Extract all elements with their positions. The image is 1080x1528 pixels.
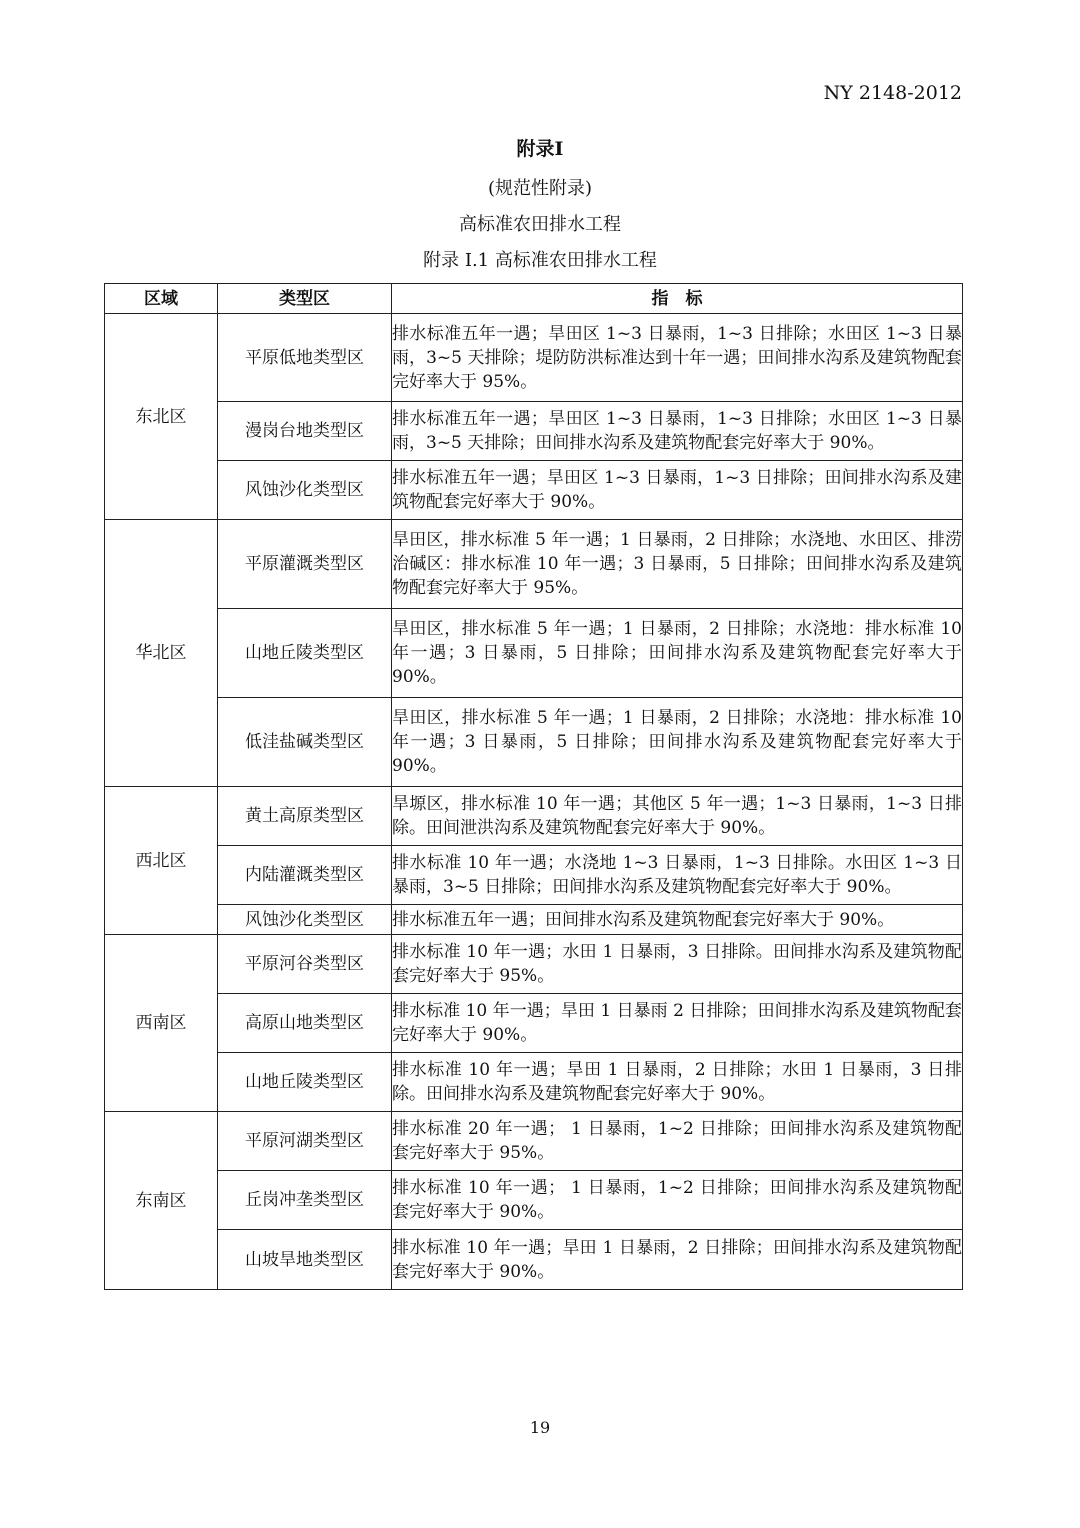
appendix-heading: 高标准农田排水工程 [459, 214, 621, 235]
indicator-cell: 排水标准 10 年一遇； 1 日暴雨，1~2 日排除；田间排水沟系及建筑物配套完好率大于 90%。 [392, 1171, 963, 1230]
header-type: 类型区 [218, 284, 392, 314]
table-row [105, 846, 963, 905]
indicator-cell: 排水标准五年一遇；旱田区 1~3 日暴雨，1~3 日排除；水田区 1~3 日暴雨，3~5 天排除；田间排水沟系及建筑物配套完好率大于 90%。 [392, 402, 963, 461]
type-cell: 风蚀沙化类型区 [218, 905, 392, 935]
region-cell: 华北区 [105, 520, 218, 787]
type-cell: 内陆灌溉类型区 [218, 846, 392, 905]
standard-code: NY 2148-2012 [823, 82, 962, 104]
table-row [105, 609, 963, 698]
type-cell: 平原低地类型区 [218, 314, 392, 402]
indicator-cell: 旱田区，排水标准 5 年一遇；1 日暴雨，2 日排除；水浇地：排水标准 10 年一遇；3 日暴雨，5 日排除；田间排水沟系及建筑物配套完好率大于 90%。 [392, 609, 963, 698]
indicator-cell: 排水标准 10 年一遇；旱田 1 日暴雨，2 日排除；水田 1 日暴雨，3 日排除。田间排水沟系及建筑物配套完好率大于 90%。 [392, 1053, 963, 1112]
region-cell: 东北区 [105, 314, 218, 520]
indicator-cell: 旱塬区，排水标准 10 年一遇；其他区 5 年一遇；1~3 日暴雨，1~3 日排除。田间泄洪沟系及建筑物配套完好率大于 90%。 [392, 787, 963, 846]
table-row [105, 787, 963, 846]
indicator-cell: 排水标准 10 年一遇；水浇地 1~3 日暴雨，1~3 日排除。水田区 1~3 日暴雨，3~5 日排除；田间排水沟系及建筑物配套完好率大于 90%。 [392, 846, 963, 905]
type-cell: 风蚀沙化类型区 [218, 461, 392, 520]
type-cell: 高原山地类型区 [218, 994, 392, 1053]
table-header-row [105, 284, 963, 314]
type-cell: 低洼盐碱类型区 [218, 698, 392, 787]
type-cell: 山地丘陵类型区 [218, 1053, 392, 1112]
appendix-subtitle: (规范性附录) [487, 178, 593, 199]
table-caption: 附录 I.1 高标准农田排水工程 [423, 250, 657, 271]
type-cell: 平原河湖类型区 [218, 1112, 392, 1171]
table-row [105, 314, 963, 402]
type-cell: 山坡旱地类型区 [218, 1230, 392, 1290]
table-row [105, 1171, 963, 1230]
header-indicator: 指 标 [392, 284, 963, 314]
table-row [105, 905, 963, 935]
indicator-cell: 排水标准五年一遇；旱田区 1~3 日暴雨，1~3 日排除；田间排水沟系及建筑物配套完好率大于 90%。 [392, 461, 963, 520]
table-row [105, 1230, 963, 1290]
region-cell: 西北区 [105, 787, 218, 935]
indicator-cell: 排水标准五年一遇；旱田区 1~3 日暴雨，1~3 日排除；水田区 1~3 日暴雨，3~5 天排除；堤防防洪标准达到十年一遇；田间排水沟系及建筑物配套完好率大于 95%。 [392, 314, 963, 402]
table-row [105, 698, 963, 787]
region-cell: 东南区 [105, 1112, 218, 1290]
type-cell: 丘岗冲垄类型区 [218, 1171, 392, 1230]
header-region: 区域 [105, 284, 218, 314]
table-row [105, 1053, 963, 1112]
type-cell: 漫岗台地类型区 [218, 402, 392, 461]
table-row [105, 935, 963, 994]
type-cell: 黄土高原类型区 [218, 787, 392, 846]
appendix-title: 附录I [516, 138, 564, 160]
table-row [105, 520, 963, 609]
drainage-standards-table [104, 283, 963, 1290]
indicator-cell: 旱田区，排水标准 5 年一遇；1 日暴雨，2 日排除；水浇地、水田区、排涝治碱区：排水标准 10 年一遇；3 日暴雨，5 日排除；田间排水沟系及建筑物配套完好率大于 95%。 [392, 520, 963, 609]
indicator-cell: 排水标准五年一遇；田间排水沟系及建筑物配套完好率大于 90%。 [392, 905, 963, 935]
table-row [105, 1112, 963, 1171]
type-cell: 平原灌溉类型区 [218, 520, 392, 609]
page-number: 19 [529, 1418, 551, 1437]
indicator-cell: 排水标准 20 年一遇； 1 日暴雨，1~2 日排除；田间排水沟系及建筑物配套完好率大于 95%。 [392, 1112, 963, 1171]
indicator-cell: 排水标准 10 年一遇；旱田 1 日暴雨，2 日排除；田间排水沟系及建筑物配套完好率大于 90%。 [392, 1230, 963, 1290]
indicator-cell: 旱田区，排水标准 5 年一遇；1 日暴雨，2 日排除；水浇地：排水标准 10 年一遇；3 日暴雨，5 日排除；田间排水沟系及建筑物配套完好率大于 90%。 [392, 698, 963, 787]
table-row [105, 402, 963, 461]
indicator-cell: 排水标准 10 年一遇；旱田 1 日暴雨 2 日排除；田间排水沟系及建筑物配套完好率大于 90%。 [392, 994, 963, 1053]
table-row [105, 994, 963, 1053]
table-row [105, 461, 963, 520]
indicator-cell: 排水标准 10 年一遇；水田 1 日暴雨，3 日排除。田间排水沟系及建筑物配套完好率大于 95%。 [392, 935, 963, 994]
type-cell: 平原河谷类型区 [218, 935, 392, 994]
region-cell: 西南区 [105, 935, 218, 1112]
type-cell: 山地丘陵类型区 [218, 609, 392, 698]
